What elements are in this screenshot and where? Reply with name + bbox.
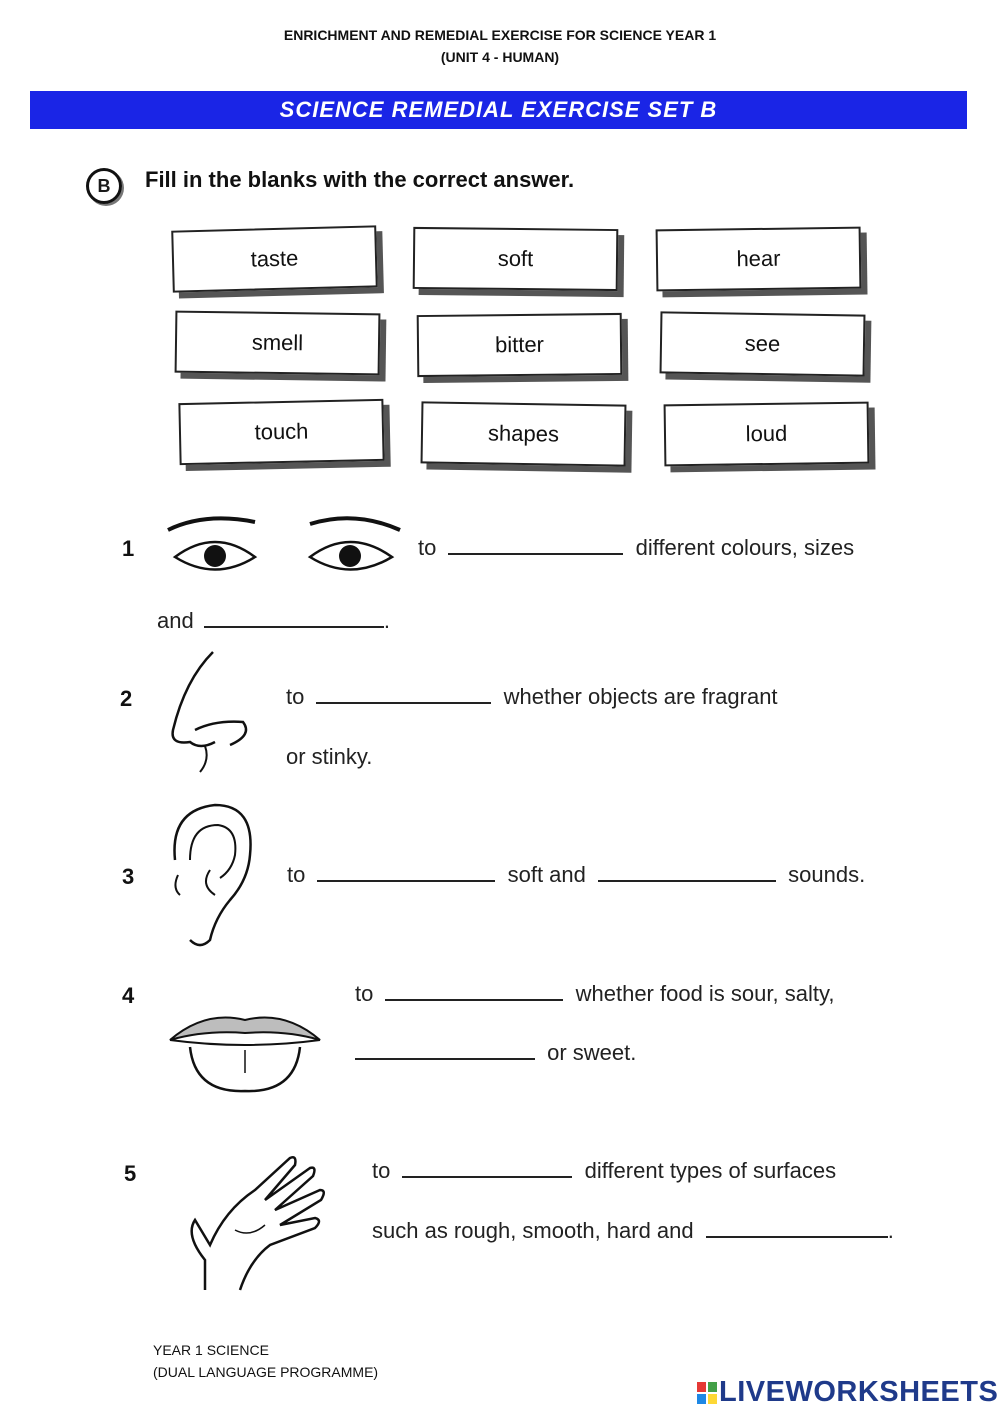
- question-3-number: 3: [122, 864, 135, 889]
- question-4-line-1: to whether food is sour, salty,: [355, 981, 835, 1006]
- question-5-blank-2[interactable]: [706, 1236, 888, 1238]
- instruction-text: Fill in the blanks with the correct answer.: [145, 167, 575, 192]
- word-card-touch: touch: [178, 399, 384, 465]
- hand-icon: [165, 1150, 345, 1300]
- mouth-tongue-icon: [165, 1005, 325, 1095]
- eyes-icon: [160, 512, 410, 582]
- question-3-blank-1[interactable]: [317, 880, 495, 882]
- question-3-line-1: to soft and sounds.: [287, 862, 866, 887]
- footer-line-1: YEAR 1 SCIENCE: [153, 1342, 269, 1358]
- word-card-bitter: bitter: [417, 313, 623, 377]
- question-4-blank-1[interactable]: [385, 999, 563, 1001]
- word-card-see: see: [660, 311, 866, 376]
- word-card-hear: hear: [656, 227, 862, 292]
- question-1-number: 1: [122, 536, 135, 561]
- question-2-line-1: to whether objects are fragrant: [286, 684, 778, 709]
- question-2-line-2: or stinky.: [286, 744, 373, 769]
- question-1-blank-1[interactable]: [448, 553, 623, 555]
- footer-line-2: (DUAL LANGUAGE PROGRAMME): [153, 1364, 379, 1380]
- ear-icon: [160, 800, 260, 950]
- question-4-line-2: or sweet.: [355, 1040, 636, 1066]
- word-card-soft: soft: [413, 227, 619, 291]
- question-2-blank[interactable]: [316, 702, 491, 704]
- nose-icon: [155, 650, 255, 775]
- question-4-number: 4: [122, 983, 135, 1008]
- question-5-blank-1[interactable]: [402, 1176, 572, 1178]
- question-5-number: 5: [124, 1161, 137, 1186]
- question-2-number: 2: [120, 686, 133, 711]
- question-5-line-1: to different types of surfaces: [372, 1158, 837, 1183]
- question-1-blank-2[interactable]: [204, 626, 384, 628]
- document-title: ENRICHMENT AND REMEDIAL EXERCISE FOR SCIENCE YEAR 1: [283, 27, 717, 43]
- liveworksheets-logo-text[interactable]: LIVEWORKSHEETS: [719, 1376, 999, 1408]
- section-badge: B: [86, 168, 122, 204]
- question-1-line-1: to different colours, sizes: [418, 535, 855, 560]
- liveworksheets-logo-icon: [697, 1382, 717, 1404]
- word-card-shapes: shapes: [421, 401, 627, 466]
- word-card-smell: smell: [175, 311, 381, 376]
- word-card-taste: taste: [171, 225, 378, 292]
- question-4-blank-2[interactable]: [355, 1058, 535, 1060]
- document-subtitle: (UNIT 4 - HUMAN): [440, 49, 560, 65]
- question-1-line-2: and .: [157, 608, 390, 633]
- question-3-blank-2[interactable]: [598, 880, 776, 882]
- question-5-line-2: such as rough, smooth, hard and .: [372, 1218, 894, 1243]
- word-card-loud: loud: [664, 402, 870, 467]
- exercise-banner: SCIENCE REMEDIAL EXERCISE SET B: [30, 91, 967, 129]
